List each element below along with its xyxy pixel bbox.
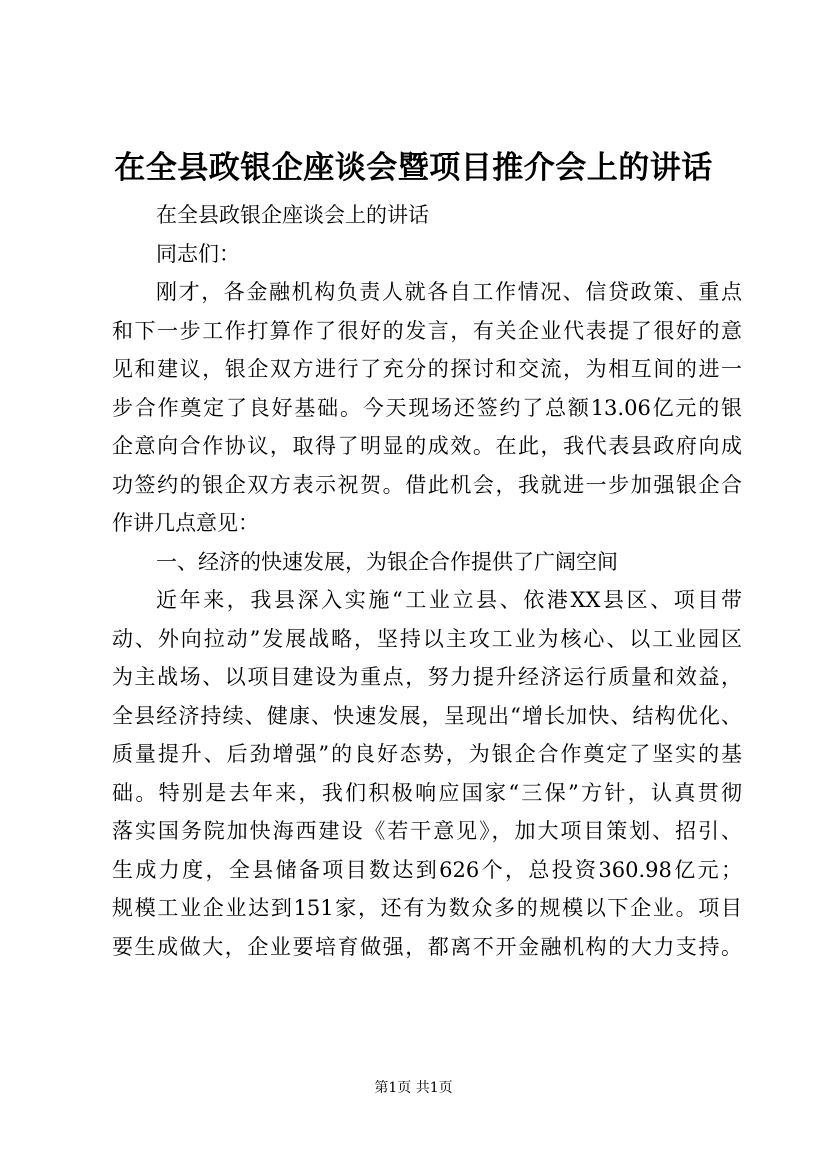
- text-line: 同志们：: [156, 241, 240, 266]
- text-line: 在全县政银企座谈会上的讲话: [156, 203, 429, 227]
- text-line: 落实国务院加快海西建设《若干意见》，加大项目策划、招引、: [112, 819, 742, 843]
- text-line: 功签约的银企双方表示祝贺。借此机会，我就进一步加强银企合: [112, 472, 742, 497]
- text-line: 生成力度，全县储备项目数达到626个，总投资360.98亿元；: [112, 857, 742, 882]
- text-line: 作讲几点意见：: [112, 511, 259, 535]
- text-line: 规模工业企业达到151家，还有为数众多的规模以下企业。项目: [112, 896, 742, 920]
- text-line: 要生成做大，企业要培育做强，都离不开金融机构的大力支持。: [112, 934, 742, 959]
- text-line: 步合作奠定了良好基础。今天现场还签约了总额13.06亿元的银: [112, 395, 742, 420]
- text-line: 础。特别是去年来，我们积极响应国家“三保”方针，认真贯彻: [112, 780, 742, 805]
- text-line: 动、外向拉动”发展战略，坚持以主攻工业为核心、以工业园区: [112, 626, 742, 651]
- text-line: 见和建议，银企双方进行了充分的探讨和交流，为相互间的进一: [112, 357, 742, 381]
- text-line: 和下一步工作打算作了很好的发言，有关企业代表提了很好的意: [112, 318, 742, 343]
- page-footer: 第1页 共1页: [374, 1080, 453, 1096]
- text-line: 质量提升、后劲增强”的良好态势，为银企合作奠定了坚实的基: [112, 742, 742, 766]
- document-title: 在全县政银企座谈会暨项目推介会上的讲话: [114, 150, 713, 186]
- text-line: 全县经济持续、健康、快速发展，呈现出“增长加快、结构优化、: [112, 703, 742, 728]
- text-line: 一、经济的快速发展，为银企合作提供了广阔空间: [156, 549, 618, 574]
- document-body: [112, 196, 742, 966]
- text-line: 企意向合作协议，取得了明显的成效。在此，我代表县政府向成: [112, 434, 742, 458]
- text-line: 刚才，各金融机构负责人就各自工作情况、信贷政策、重点: [156, 280, 742, 304]
- text-line: 近年来，我县深入实施“工业立县、依港XX县区、项目带: [156, 588, 742, 612]
- text-line: 为主战场、以项目建设为重点，努力提升经济运行质量和效益，: [112, 665, 742, 689]
